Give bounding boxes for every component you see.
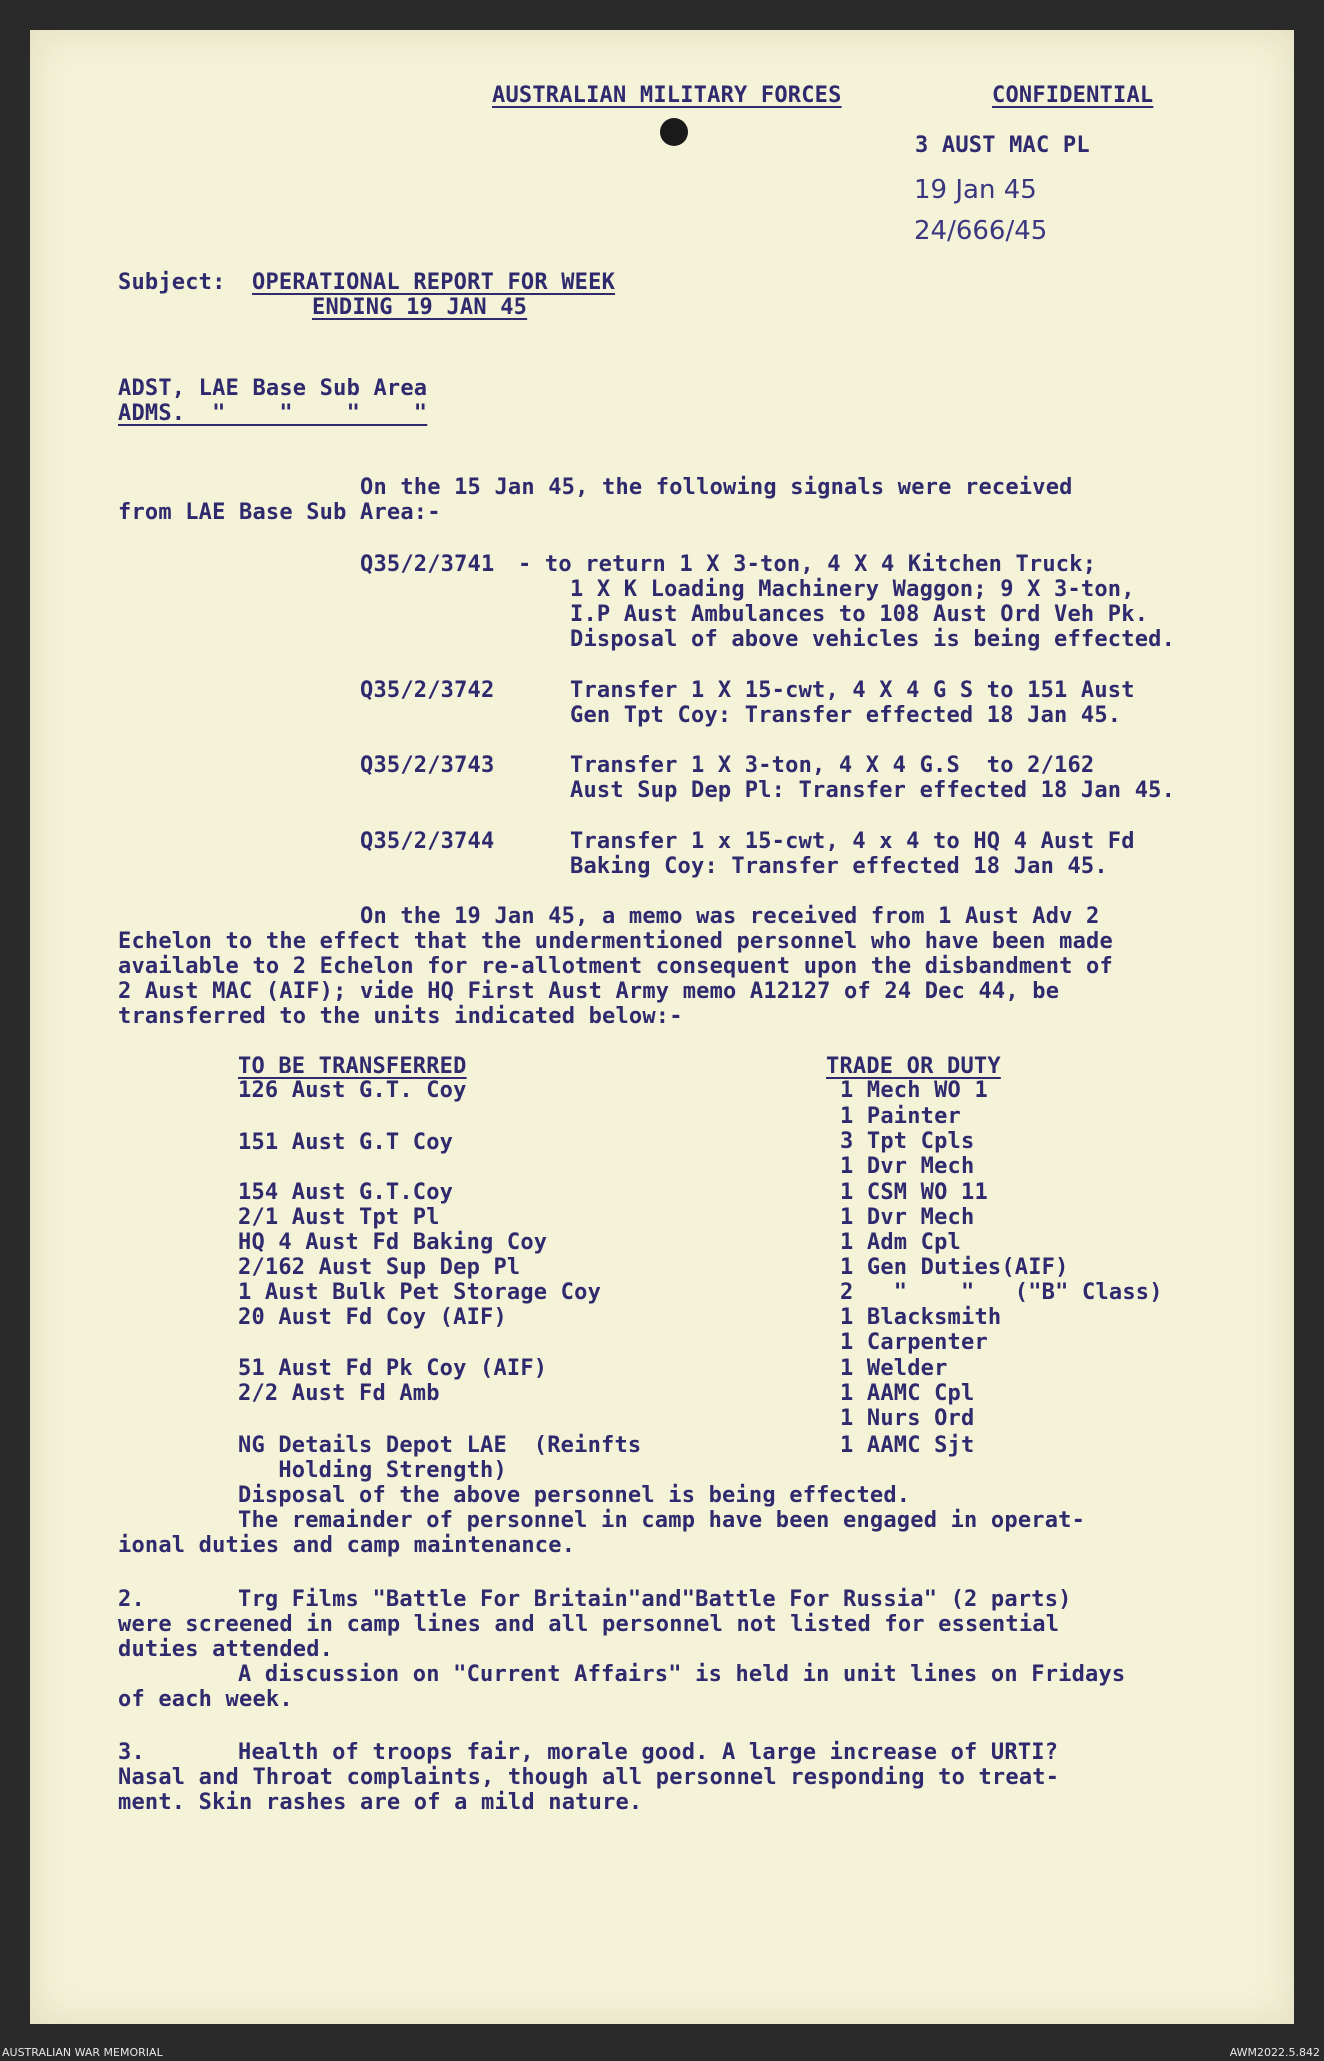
classification: CONFIDENTIAL [992,83,1154,108]
transfer-trade: 1 Carpenter [840,1330,988,1355]
footer-left: AUSTRALIAN WAR MEMORIAL [2,2046,163,2059]
transfer-trade: 1 Adm Cpl [840,1230,962,1255]
signal-text: Transfer 1 X 15-cwt, 4 X 4 G S to 151 Aust [570,678,1135,703]
signal-ref: Q35/2/3744 [360,829,495,854]
memo-line: Echelon to the effect that the undermentioned personnel who have been made [118,929,1113,954]
intro-line-2: from LAE Base Sub Area:- [118,500,441,525]
para-3-line: Nasal and Throat complaints, though all personnel responding to treat- [118,1765,1060,1790]
document-page [30,30,1294,2024]
signal-text: Disposal of above vehicles is being effected. [570,627,1176,652]
addressee-1: ADST, LAE Base Sub Area [118,376,428,401]
report-ref: 24/666/45 [914,216,1048,246]
signal-text: Gen Tpt Coy: Transfer effected 18 Jan 45. [570,703,1122,728]
disposal-line: Disposal of the above personnel is being effected. [238,1483,911,1508]
subject-label: Subject: [118,270,226,295]
transfer-trade: 1 Painter [840,1104,962,1129]
col-head-unit: TO BE TRANSFERRED [238,1054,467,1079]
transfer-unit: 2/1 Aust Tpt Pl [238,1205,440,1230]
signal-text: Transfer 1 x 15-cwt, 4 x 4 to HQ 4 Aust Fd [570,829,1135,854]
report-date: 19 Jan 45 [914,175,1037,205]
signal-ref: Q35/2/3742 [360,678,495,703]
transfer-unit: NG Details Depot LAE (Reinfts [238,1433,642,1458]
para-2-line: A discussion on "Current Affairs" is held in unit lines on Fridays [238,1662,1126,1687]
transfer-unit: Holding Strength) [238,1458,507,1483]
transfer-unit: 151 Aust G.T Coy [238,1130,454,1155]
intro-line-1: On the 15 Jan 45, the following signals were received [360,475,1073,500]
para-3-line: ment. Skin rashes are of a mild nature. [118,1790,643,1815]
transfer-unit: 1 Aust Bulk Pet Storage Coy [238,1280,602,1305]
org-heading: AUSTRALIAN MILITARY FORCES [492,83,842,108]
signal-text: I.P Aust Ambulances to 108 Aust Ord Veh Pk. [570,602,1149,627]
para-2-line: were screened in camp lines and all personnel not listed for essential [118,1612,1060,1637]
transfer-unit: HQ 4 Aust Fd Baking Coy [238,1230,548,1255]
memo-line: On the 19 Jan 45, a memo was received from 1 Aust Adv 2 [360,904,1100,929]
transfer-unit: 20 Aust Fd Coy (AIF) [238,1305,507,1330]
memo-line: 2 Aust MAC (AIF); vide HQ First Aust Army memo A12127 of 24 Dec 44, be [118,979,1060,1004]
transfer-trade: 1 CSM WO 11 [840,1180,988,1205]
para-3-number: 3. [118,1740,145,1765]
transfer-unit: 2/162 Aust Sup Dep Pl [238,1255,521,1280]
transfer-trade: 1 AAMC Sjt [840,1433,975,1458]
transfer-unit: 126 Aust G.T. Coy [238,1078,467,1103]
signal-text: 1 X K Loading Machinery Waggon; 9 X 3-ton, [570,577,1135,602]
transfer-unit: 154 Aust G.T.Coy [238,1180,454,1205]
signal-text: Baking Coy: Transfer effected 18 Jan 45. [570,854,1108,879]
transfer-trade: 1 Mech WO 1 [840,1078,988,1103]
signal-text: Aust Sup Dep Pl: Transfer effected 18 Jan 45. [570,778,1176,803]
transfer-trade: 1 Blacksmith [840,1305,1002,1330]
transfer-trade: 2 " " ("B" Class) [840,1280,1163,1305]
para-2-number: 2. [118,1587,145,1612]
para-2-line: of each week. [118,1687,293,1712]
transfer-unit: 2/2 Aust Fd Amb [238,1381,440,1406]
footer-right: AWM2022.5.842 [1229,2046,1320,2059]
memo-line: available to 2 Echelon for re-allotment consequent upon the disbandment of [118,954,1113,979]
signal-ref: Q35/2/3743 [360,753,495,778]
transfer-trade: 1 AAMC Cpl [840,1381,975,1406]
disposal-line: The remainder of personnel in camp have been engaged in operat- [238,1508,1086,1533]
transfer-trade: 1 Dvr Mech [840,1154,975,1179]
transfer-trade: 1 Dvr Mech [840,1205,975,1230]
unit-name: 3 AUST MAC PL [915,133,1090,158]
disposal-line: ional duties and camp maintenance. [118,1533,576,1558]
subject-line-2: ENDING 19 JAN 45 [312,295,528,320]
subject-line-1: OPERATIONAL REPORT FOR WEEK [252,270,616,295]
signal-text: - to return 1 X 3-ton, 4 X 4 Kitchen Truck; [518,552,1097,577]
para-2-line: duties attended. [118,1637,334,1662]
signal-text: Transfer 1 X 3-ton, 4 X 4 G.S to 2/162 [570,753,1095,778]
punch-hole [660,118,688,146]
memo-line: transferred to the units indicated below:- [118,1004,683,1029]
signal-ref: Q35/2/3741 [360,552,495,577]
transfer-trade: 1 Gen Duties(AIF) [840,1255,1069,1280]
para-2-line: Trg Films "Battle For Britain"and"Battle For Russia" (2 parts) [238,1587,1072,1612]
transfer-unit: 51 Aust Fd Pk Coy (AIF) [238,1356,548,1381]
addressee-2: ADMS. " " " " [118,401,428,426]
col-head-trade: TRADE OR DUTY [826,1054,1001,1079]
transfer-trade: 3 Tpt Cpls [840,1129,975,1154]
transfer-trade: 1 Nurs Ord [840,1406,975,1431]
transfer-trade: 1 Welder [840,1356,948,1381]
para-3-line: Health of troops fair, morale good. A large increase of URTI? [238,1740,1059,1765]
